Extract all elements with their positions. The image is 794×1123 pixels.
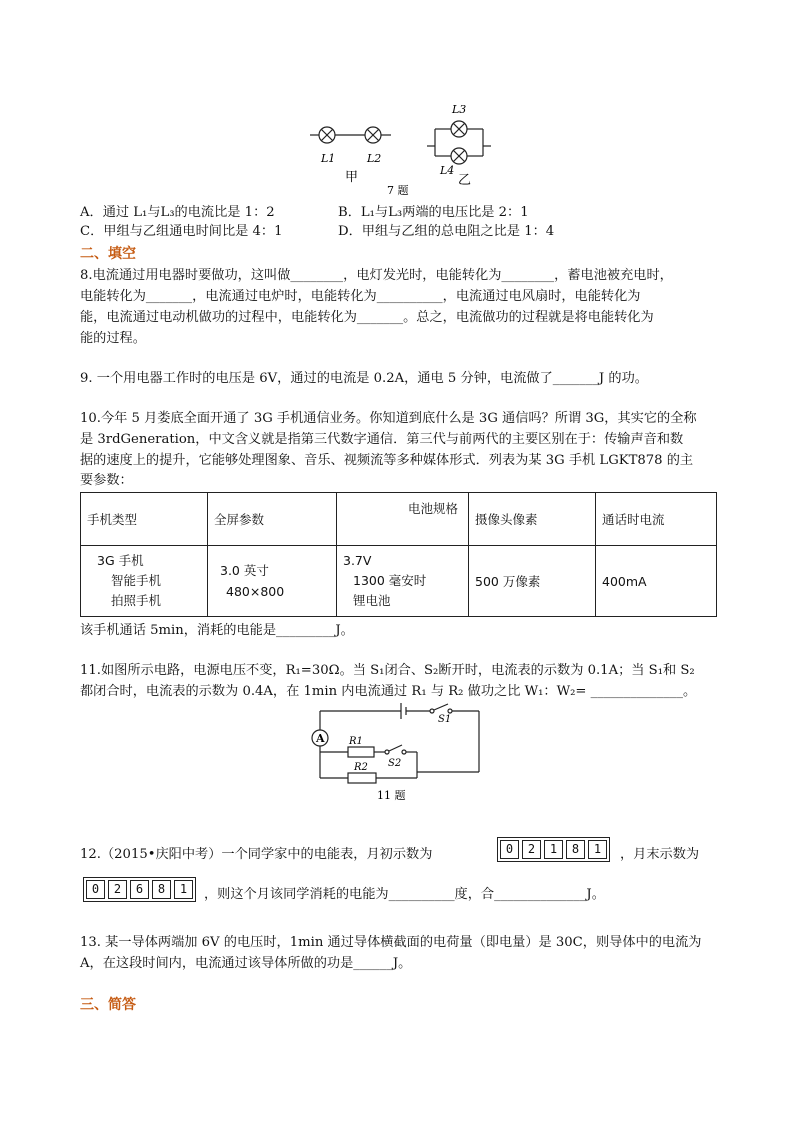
figure-7-caption: 7 题 <box>387 184 409 197</box>
battery-line-2: 1300 毫安时 <box>353 573 427 588</box>
meter-end-digit: 0 <box>86 880 105 899</box>
meter-end-digit: 8 <box>152 880 171 899</box>
header-battery: 电池规格 <box>337 493 469 546</box>
meter-start-digit: 8 <box>566 840 585 859</box>
header-phone-type: 手机类型 <box>81 493 208 546</box>
label-s2: S2 <box>388 758 402 769</box>
meter-end-digit: 1 <box>174 880 193 899</box>
circuit-jia <box>310 127 391 143</box>
meter-end-reading <box>83 877 196 902</box>
resistor-r1 <box>348 747 374 757</box>
header-camera: 摄像头像素 <box>469 493 596 546</box>
option-a: A．通过 L₁与L₃的电流比是 1：2 <box>80 205 275 220</box>
option-c: C．甲组与乙组通电时间比是 4：1 <box>80 224 283 239</box>
figure-11-caption: 11 题 <box>377 789 406 802</box>
meter-start-digit: 0 <box>500 840 519 859</box>
cell-screen <box>208 546 337 617</box>
type-line-1: 3G 手机 <box>97 553 144 568</box>
q10-line-3: 据的速度上的提升，它能够处理图象、音乐、视频流等多种媒体形式．列表为某 3G 手机 LGKT878 的主 <box>80 453 694 468</box>
cell-phone-type <box>81 546 208 617</box>
label-s1: S1 <box>438 714 452 725</box>
section-short-answer-title: 三、简答 <box>80 997 136 1013</box>
q12-line-2-suffix: ，则这个月该同学消耗的电能为__________度，合______________J。 <box>204 887 605 902</box>
q13-line-1: 13. 某一导体两端加 6V 的电压时，1min 通过导体横截面的电荷量（即电量）是 30C，则导体中的电流为 <box>80 935 702 950</box>
cell-battery <box>337 546 469 617</box>
label-l3: L3 <box>452 103 467 116</box>
screen-line-2: 480×800 <box>226 584 285 599</box>
switch-s1 <box>434 704 448 710</box>
q12-line-1-suffix: ，月末示数为 <box>620 847 700 862</box>
label-r1: R1 <box>349 736 363 747</box>
label-r2: R2 <box>354 762 368 773</box>
switch-s2 <box>389 745 402 751</box>
battery-line-3: 锂电池 <box>353 593 391 608</box>
table-header-row <box>81 493 717 546</box>
meter-start-digit: 1 <box>588 840 607 859</box>
phone-spec-table <box>80 492 717 617</box>
figure-11-circuit <box>305 700 490 805</box>
section-fill-in-title: 二、填空 <box>80 246 136 262</box>
label-l2: L2 <box>367 152 382 165</box>
label-yi: 乙 <box>458 173 472 188</box>
meter-end-digit: 6 <box>130 880 149 899</box>
type-line-3: 拍照手机 <box>111 593 162 608</box>
option-b: B．L₁与L₃两端的电压比是 2：1 <box>338 205 529 220</box>
ammeter-label: A <box>316 732 325 745</box>
q13-line-2: A，在这段时间内，电流通过该导体所做的功是______J。 <box>80 956 412 971</box>
circuit-yi <box>427 121 491 164</box>
screen-line-1: 3.0 英寸 <box>220 563 269 578</box>
meter-start-digit: 2 <box>522 840 541 859</box>
table-row <box>81 546 717 617</box>
q10-line-2: 是 3rdGeneration，中文含义就是指第三代数字通信．第三代与前两代的主要区别在于：传输声音和数 <box>80 432 684 447</box>
label-l1: L1 <box>321 152 336 165</box>
q8-line-3: 能，电流通过电动机做功的过程中，电能转化为_______。总之，电流做功的过程就是将电能转化为 <box>80 310 654 325</box>
q8-line-2: 电能转化为_______，电流通过电炉时，电能转化为__________，电流通过电风扇时，电能转化为 <box>80 289 641 304</box>
q10-question: 该手机通话 5min，消耗的电能是_________J。 <box>80 623 354 638</box>
q12-line-1-prefix: 12.（2015•庆阳中考）一个同学家中的电能表，月初示数为 <box>80 847 433 862</box>
cell-current: 400mA <box>596 546 717 617</box>
header-screen: 全屏参数 <box>208 493 337 546</box>
header-current: 通话时电流 <box>596 493 717 546</box>
q8-line-1: 8.电流通过用电器时要做功，这叫做________，电灯发光时，电能转化为________，蓄电池被充电时， <box>80 268 673 283</box>
q11-line-2: 都闭合时，电流表的示数为 0.4A，在 1min 内电流通过 R₁ 与 R₂ 做功之比 W₁：W₂= ______________。 <box>80 684 697 699</box>
battery-line-1: 3.7V <box>343 553 372 568</box>
meter-start-digit: 1 <box>544 840 563 859</box>
label-jia: 甲 <box>345 170 359 185</box>
option-d: D．甲组与乙组的总电阻之比是 1：4 <box>338 224 555 239</box>
figure-7-circuits <box>305 100 505 198</box>
label-l4: L4 <box>440 164 455 177</box>
q8-line-4: 能的过程。 <box>80 331 146 346</box>
q11-line-1: 11.如图所示电路，电源电压不变，R₁=30Ω。当 S₁闭合、S₂断开时，电流表的示数为 0.1A；当 S₁和 S₂ <box>80 663 695 678</box>
meter-end-digit: 2 <box>108 880 127 899</box>
q9-text: 9. 一个用电器工作时的电压是 6V，通过的电流是 0.2A，通电 5 分钟，电流做了_______J 的功。 <box>80 371 648 386</box>
cell-camera: 500 万像素 <box>469 546 596 617</box>
meter-start-reading <box>497 837 610 862</box>
q10-line-4: 要参数： <box>80 473 133 488</box>
type-line-2: 智能手机 <box>111 573 162 588</box>
q10-line-1: 10.今年 5 月娄底全面开通了 3G 手机通信业务。你知道到底什么是 3G 通信吗？所谓 3G，其实它的全称 <box>80 411 697 426</box>
resistor-r2 <box>348 773 376 783</box>
